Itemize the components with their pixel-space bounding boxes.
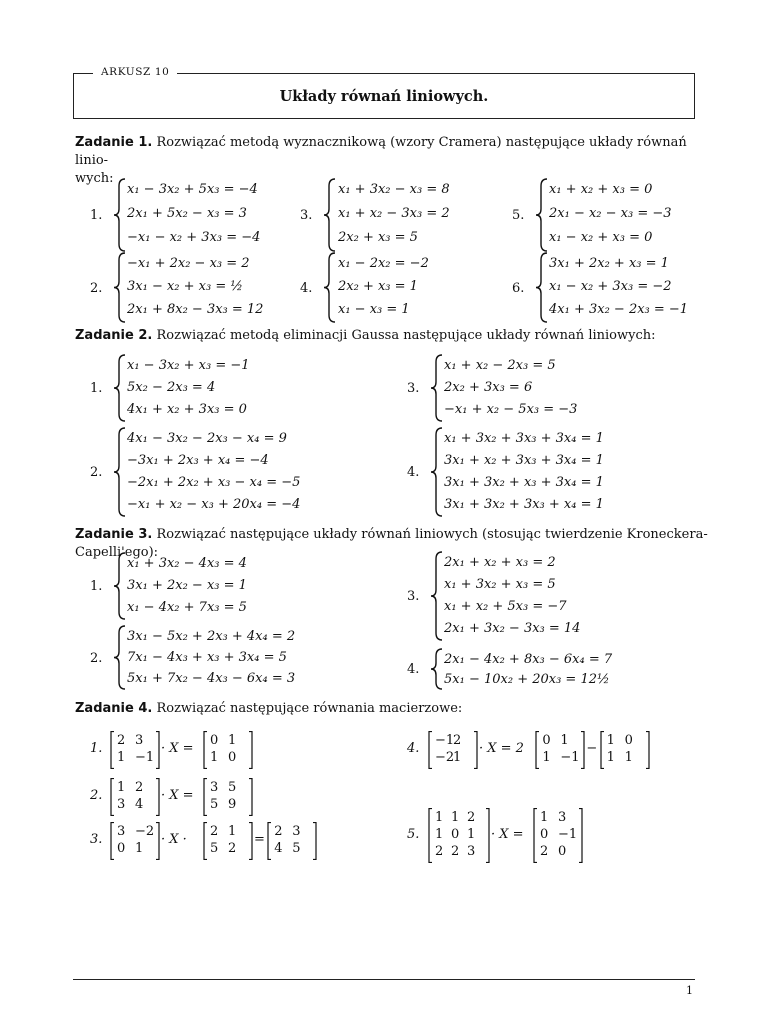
matrix-entry: 3 bbox=[210, 780, 219, 795]
matrix-equation-number: 4. bbox=[407, 741, 420, 756]
matrix-entry: 1 bbox=[135, 841, 144, 856]
matrix-entry: 1 bbox=[606, 750, 615, 765]
left-brace bbox=[323, 178, 337, 256]
left-brace bbox=[323, 252, 337, 327]
system-number: 2. bbox=[90, 465, 103, 480]
matrix-entry: 3 bbox=[117, 824, 126, 839]
matrix-entry: 4 bbox=[274, 841, 283, 856]
system-equation: 5x₁ + 7x₂ − 4x₃ − 6x₄ = 3 bbox=[127, 671, 296, 686]
system-equation: −3x₁ + 2x₃ + x₄ = −4 bbox=[127, 453, 269, 468]
matrix-entry: 5 bbox=[210, 841, 219, 856]
system-equation: −x₁ + x₂ − 5x₃ = −3 bbox=[444, 402, 578, 417]
task-2-heading bbox=[75, 327, 656, 345]
matrix-entry: 0 bbox=[558, 844, 567, 859]
matrix-entry: 1 bbox=[540, 810, 549, 825]
matrix-entry: 1 bbox=[467, 827, 476, 842]
matrix-entry: 0 bbox=[540, 827, 549, 842]
matrix-entry: 0 bbox=[117, 841, 126, 856]
matrix-entry: 1 bbox=[624, 750, 633, 765]
system-equation: 2x₁ + 3x₂ − 3x₃ = 14 bbox=[444, 621, 581, 636]
system-number: 6. bbox=[512, 280, 525, 296]
matrix-entry: −1 bbox=[435, 733, 455, 748]
task-4-description: Rozwiązać następujące równania macierzowe: bbox=[156, 701, 463, 716]
matrix-entry: 1 bbox=[435, 827, 444, 842]
system-number: 3. bbox=[407, 381, 420, 396]
left-brace bbox=[113, 427, 127, 521]
page-number: 1 bbox=[686, 984, 693, 997]
system-number: 3. bbox=[300, 208, 313, 223]
matrix-entry: 5 bbox=[228, 780, 237, 795]
system-equation: x₁ + 3x₂ + 3x₃ + 3x₄ = 1 bbox=[444, 431, 604, 446]
matrix-entry: 1 bbox=[228, 733, 237, 748]
system-equation: 2x₁ + x₂ + x₃ = 2 bbox=[444, 555, 556, 570]
task-4-label: Zadanie 4. bbox=[75, 701, 153, 716]
matrix-entry: 2 bbox=[453, 733, 462, 748]
matrix-entry: −1 bbox=[558, 827, 578, 842]
system-equation: x₁ + 3x₂ − x₃ = 8 bbox=[338, 182, 450, 197]
system-number: 1. bbox=[90, 208, 103, 223]
system-number: 4. bbox=[300, 280, 313, 296]
task-3-label: Zadanie 3. bbox=[75, 527, 153, 542]
matrix-entry: 2 bbox=[467, 810, 476, 825]
system-equation: 7x₁ − 4x₃ + x₃ + 3x₄ = 5 bbox=[127, 650, 287, 665]
left-brace bbox=[430, 648, 444, 694]
matrix-entry: 2 bbox=[274, 824, 283, 839]
task-1-description: Rozwiązać metodą wyznacznikową (wzory Cramera) następujące układy równań linio- bbox=[75, 135, 687, 168]
left-brace bbox=[430, 354, 444, 426]
matrix-entry: 2 bbox=[435, 844, 444, 859]
matrix-entry: 2 bbox=[135, 780, 144, 795]
matrix-entry: 1 bbox=[451, 810, 460, 825]
task-2-description: Rozwiązać metodą eliminacji Gaussa następujące układy równań liniowych: bbox=[156, 328, 656, 343]
system-equation: x₁ + x₂ − 3x₃ = 2 bbox=[338, 206, 450, 221]
system-equation: x₁ − 3x₂ + 5x₃ = −4 bbox=[127, 182, 258, 197]
page-title: Układy równań liniowych. bbox=[279, 88, 489, 105]
system-equation: x₁ + 3x₂ + x₃ = 5 bbox=[444, 577, 556, 592]
footer-rule bbox=[73, 979, 695, 980]
system-equation: x₁ − x₂ + 3x₃ = −2 bbox=[549, 279, 672, 294]
system-equation: 2x₁ − x₂ − x₃ = −3 bbox=[549, 206, 672, 221]
matrix-entry: 1 bbox=[453, 750, 462, 765]
system-equation: 3x₁ + 2x₂ − x₃ = 1 bbox=[127, 578, 247, 593]
system-number: 3. bbox=[407, 589, 420, 604]
system-equation: x₁ + x₂ + x₃ = 0 bbox=[549, 182, 653, 197]
system-equation: 2x₁ + 5x₂ − x₃ = 3 bbox=[127, 206, 247, 221]
matrix-entry: −1 bbox=[560, 750, 580, 765]
system-number: 4. bbox=[407, 465, 420, 480]
matrix-entry: 3 bbox=[292, 824, 301, 839]
system-number: 1. bbox=[90, 381, 103, 396]
matrix-operator: − bbox=[586, 741, 598, 756]
matrix-entry: 0 bbox=[210, 733, 219, 748]
matrix-operator: · X · bbox=[161, 832, 187, 847]
system-equation: 2x₁ − 4x₂ + 8x₃ − 6x₄ = 7 bbox=[444, 652, 613, 667]
task-2-label: Zadanie 2. bbox=[75, 328, 153, 343]
matrix-entry: −2 bbox=[435, 750, 455, 765]
system-equation: 2x₂ + x₃ = 1 bbox=[338, 279, 418, 294]
matrix-entry: 1 bbox=[606, 733, 615, 748]
matrix-entry: 2 bbox=[451, 844, 460, 859]
system-equation: −x₁ − x₂ + 3x₃ = −4 bbox=[127, 230, 261, 245]
matrix-entry: 3 bbox=[117, 797, 126, 812]
left-brace bbox=[535, 252, 549, 327]
left-brace bbox=[113, 178, 127, 256]
system-equation: 3x₁ − 5x₂ + 2x₃ + 4x₄ = 2 bbox=[127, 629, 296, 644]
matrix-entry: 1 bbox=[560, 733, 569, 748]
system-equation: 2x₁ + 8x₂ − 3x₃ = 12 bbox=[127, 302, 264, 317]
system-number: 5. bbox=[512, 208, 525, 223]
matrix-entry: 1 bbox=[117, 750, 126, 765]
system-equation: 3x₁ − x₂ + x₃ = ½ bbox=[127, 279, 243, 294]
matrix-entry: 2 bbox=[210, 824, 219, 839]
left-brace bbox=[113, 552, 127, 624]
left-brace bbox=[113, 354, 127, 426]
matrix-operator: · X = 2 bbox=[479, 741, 524, 756]
system-equation: −x₁ + x₂ − x₃ + 20x₄ = −4 bbox=[127, 497, 301, 512]
matrix-operator: · X = bbox=[161, 741, 194, 756]
system-equation: x₁ − x₂ + x₃ = 0 bbox=[549, 230, 653, 245]
matrix-entry: 2 bbox=[540, 844, 549, 859]
task-1-heading bbox=[75, 134, 695, 188]
system-equation: x₁ + x₂ − 2x₃ = 5 bbox=[444, 358, 556, 373]
sheet-label: ARKUSZ 10 bbox=[93, 66, 177, 78]
matrix-equation-number: 3. bbox=[90, 832, 103, 847]
matrix-entry: 4 bbox=[135, 797, 144, 812]
system-equation: 5x₂ − 2x₃ = 4 bbox=[127, 380, 216, 395]
system-number: 4. bbox=[407, 662, 420, 677]
system-equation: x₁ − 3x₂ + x₃ = −1 bbox=[127, 358, 250, 373]
matrix-entry: 5 bbox=[210, 797, 219, 812]
matrix-operator: · X = bbox=[491, 826, 524, 842]
system-number: 2. bbox=[90, 280, 103, 296]
matrix-entry: 1 bbox=[435, 810, 444, 825]
task-3-description: Rozwiązać następujące układy równań liniowych (stosując twierdzenie Kroneckera-Capelli'ego): bbox=[75, 527, 708, 560]
system-equation: 3x₁ + 3x₂ + 3x₃ + x₄ = 1 bbox=[444, 497, 604, 512]
task-1-description-cont: wych: bbox=[75, 171, 114, 186]
matrix-entry: 1 bbox=[210, 750, 219, 765]
matrix-entry: 5 bbox=[292, 841, 301, 856]
system-equation: 2x₂ + 3x₃ = 6 bbox=[444, 380, 533, 395]
system-equation: 3x₁ + 3x₂ + x₃ + 3x₄ = 1 bbox=[444, 475, 604, 490]
system-equation: 3x₁ + 2x₂ + x₃ = 1 bbox=[549, 256, 669, 271]
system-equation: −x₁ + 2x₂ − x₃ = 2 bbox=[127, 256, 250, 271]
system-equation: x₁ + 3x₂ − 4x₃ = 4 bbox=[127, 556, 247, 571]
matrix-entry: −1 bbox=[135, 750, 155, 765]
matrix-entry: 9 bbox=[228, 797, 237, 812]
matrix-entry: −2 bbox=[135, 824, 155, 839]
matrix-entry: 2 bbox=[117, 733, 126, 748]
matrix-entry: 0 bbox=[624, 733, 633, 748]
system-number: 1. bbox=[90, 579, 103, 594]
left-brace bbox=[113, 252, 127, 327]
matrix-equation-number: 2. bbox=[90, 788, 103, 803]
matrix-entry: 3 bbox=[558, 810, 567, 825]
matrix-entry: 0 bbox=[451, 827, 460, 842]
matrix-entry: 0 bbox=[228, 750, 237, 765]
system-equation: 5x₁ − 10x₂ + 20x₃ = 12½ bbox=[444, 672, 610, 687]
matrix-entry: 1 bbox=[228, 824, 237, 839]
system-equation: 2x₂ + x₃ = 5 bbox=[338, 230, 418, 245]
matrix-entry: 2 bbox=[228, 841, 237, 856]
matrix-equation-number: 1. bbox=[90, 741, 103, 756]
matrix-entry: 1 bbox=[117, 780, 126, 795]
matrix-entry: 3 bbox=[135, 733, 144, 748]
system-equation: x₁ − 4x₂ + 7x₃ = 5 bbox=[127, 600, 247, 615]
matrix-operator: · X = bbox=[161, 788, 194, 803]
system-equation: x₁ − 2x₂ = −2 bbox=[338, 256, 429, 271]
system-equation: x₁ + x₂ + 5x₃ = −7 bbox=[444, 599, 567, 614]
left-brace bbox=[535, 178, 549, 256]
left-brace bbox=[430, 427, 444, 521]
system-equation: −2x₁ + 2x₂ + x₃ − x₄ = −5 bbox=[127, 475, 301, 490]
system-equation: 4x₁ − 3x₂ − 2x₃ − x₄ = 9 bbox=[127, 431, 287, 446]
system-equation: 3x₁ + x₂ + 3x₃ + 3x₄ = 1 bbox=[444, 453, 604, 468]
left-brace bbox=[113, 625, 127, 694]
matrix-entry: 0 bbox=[542, 733, 551, 748]
system-equation: x₁ − x₃ = 1 bbox=[338, 302, 410, 317]
matrix-entry: 1 bbox=[542, 750, 551, 765]
system-number: 2. bbox=[90, 650, 103, 666]
system-equation: 4x₁ + x₂ + 3x₃ = 0 bbox=[127, 402, 247, 417]
task-1-label: Zadanie 1. bbox=[75, 135, 153, 150]
left-brace bbox=[430, 551, 444, 645]
matrix-entry: 3 bbox=[467, 844, 476, 859]
matrix-operator: = bbox=[254, 832, 265, 847]
matrix-equation-number: 5. bbox=[407, 826, 420, 842]
system-equation: 4x₁ + 3x₂ − 2x₃ = −1 bbox=[549, 302, 689, 317]
task-4-heading bbox=[75, 700, 462, 718]
